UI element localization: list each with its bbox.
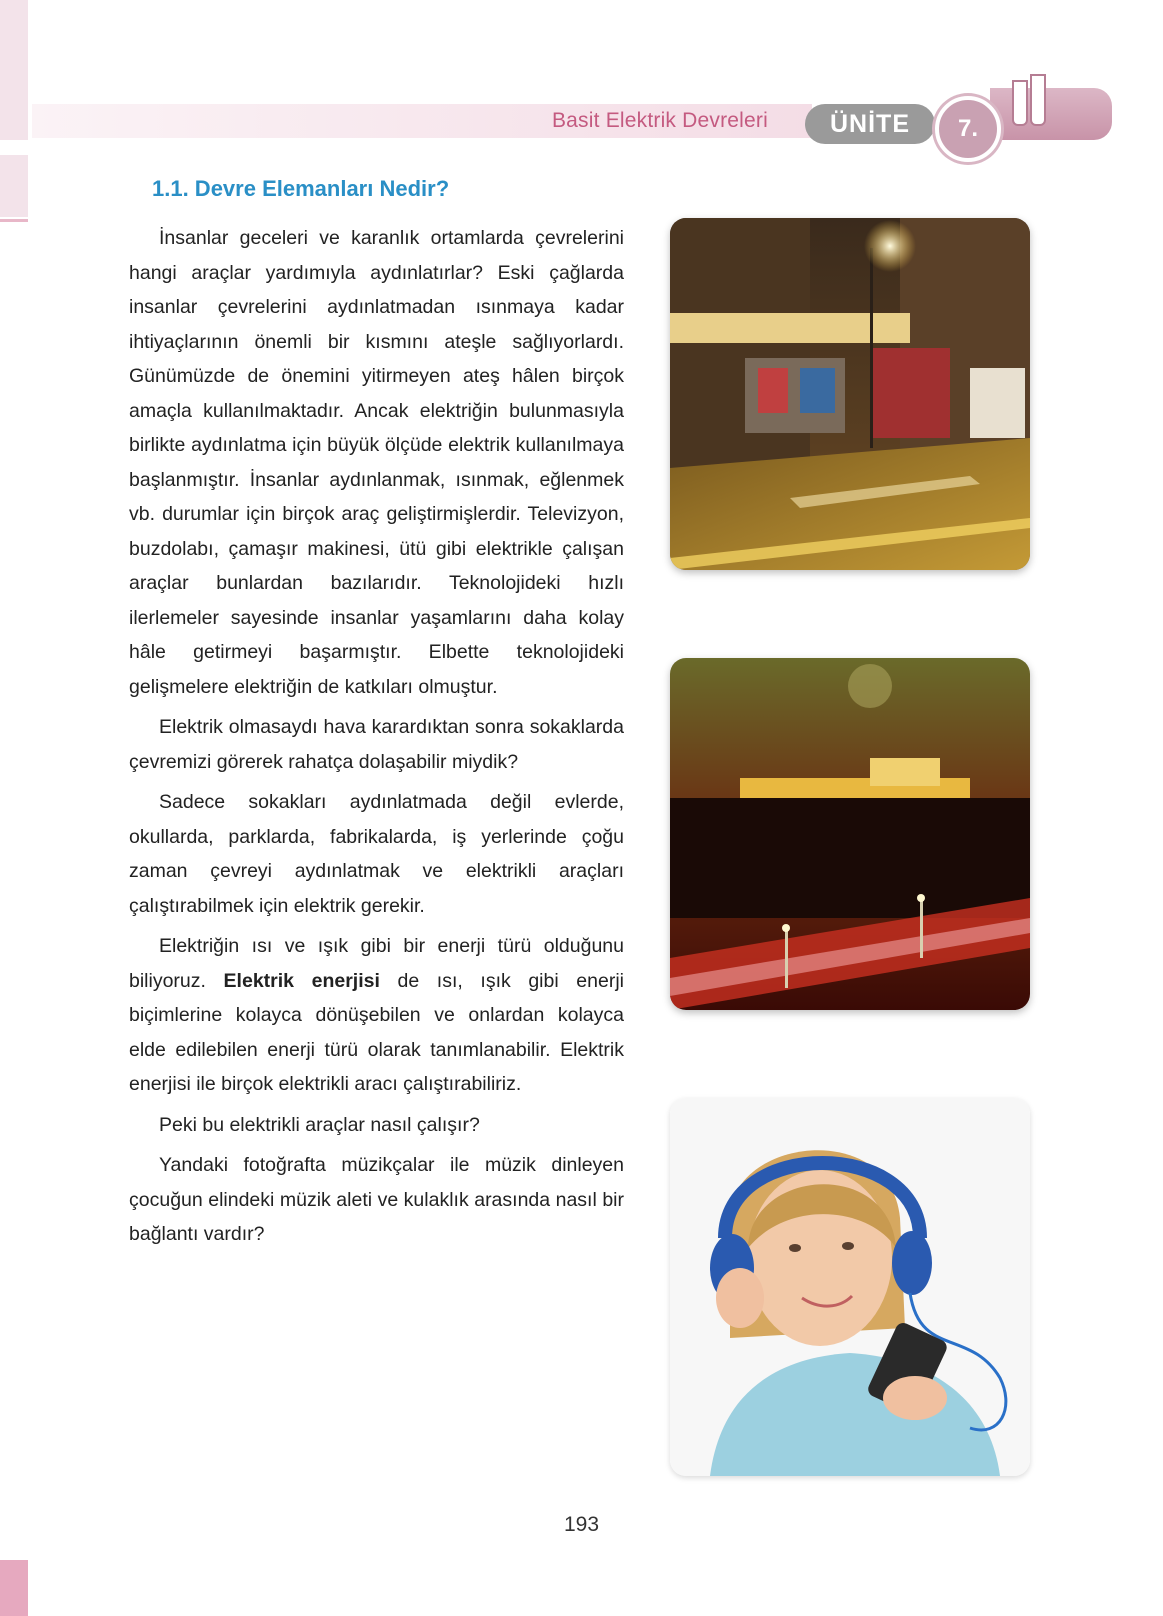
girl-with-headphones-photo	[670, 1098, 1030, 1476]
page-edge-decoration-top	[0, 0, 28, 140]
energy-bold-term: Elektrik enerjisi	[223, 969, 380, 992]
test-tube-icon	[1012, 80, 1028, 126]
unit-label: ÜNİTE	[805, 104, 935, 144]
section-title: 1.1. Devre Elemanları Nedir?	[152, 176, 450, 201]
paragraph-energy	[129, 929, 624, 1102]
paragraph-3: Sadece sokakları aydınlatmada değil evlerde, okullarda, parklarda, fabrikalarda, iş yerlerinde çoğu zaman çevreyi aydınlatmak ve elektrikli araçları çalıştırabilmek için elektrik gerekir.	[129, 791, 624, 917]
energy-text-before: Elektriğin ısı ve ışık gibi bir enerji türü olduğunu biliyoruz.	[129, 935, 624, 992]
unit-banner	[990, 88, 1112, 140]
paragraph-question: Peki bu elektrikli araçlar nasıl çalışır?	[159, 1113, 480, 1136]
chapter-title: Basit Elektrik Devreleri	[551, 109, 768, 132]
night-street-photo	[670, 218, 1030, 570]
paragraph-1: İnsanlar geceleri ve karanlık ortamlarda çevrelerini hangi araçlar yardımıyla aydınlatırlar? Eski çağlarda insanlar çevrelerini aydınlatmadan ısınmaya kadar ihtiyaçlarının önemli bir kısmını ateşle sağlıyorlardı. Günümüzde de önemini yitirmeyen ateş hâlen birçok amaçla kullanılmaktadır. Ancak elektriğin bulunmasıyla birlikte aydınlatma için büyük ölçüde elektrik kullanılmaya başlanmıştır. İnsanlar aydınlanmak, ısınmak, eğlenmek vb. durumlar için birçok araç geliştirmişlerdir. Televizyon, buzdolabı, çamaşır makinesi, ütü gibi elektrikle çalışan araçlar bunlardan bazılarıdır. Teknolojideki hızlı ilerlemeler sayesinde insanlar yaşamlarını daha kolay hâle getirmeyi başarmıştır. Elbette teknolojideki gelişmelere elektriğin de katkıları olmuştur.	[129, 227, 624, 698]
paragraph-last: Yandaki fotoğrafta müzikçalar ile müzik dinleyen çocuğun elindeki müzik aleti ve kulaklık arasında nasıl bir bağlantı vardır?	[129, 1154, 624, 1245]
body-text	[129, 221, 624, 1258]
test-tube-icon	[1030, 74, 1046, 126]
night-monument-photo	[670, 658, 1030, 1010]
unit-number: 7.	[935, 96, 1001, 162]
page-edge-decoration-middle	[0, 155, 28, 217]
page-edge-line	[0, 219, 28, 222]
paragraph-2: Elektrik olmasaydı hava karardıktan sonra sokaklarda çevremizi görerek rahatça dolaşabilir miydik?	[129, 716, 624, 773]
energy-text-after: de ısı, ışık gibi enerji biçimlerine kolayca dönüşebilen ve onlardan kolayca elde edilebilen enerji türü olarak tanımlanabilir. Elektrik enerjisi ile birçok elektrikli aracı çalıştırabiliriz.	[129, 969, 624, 1095]
page-number: 193	[563, 1513, 600, 1536]
page-edge-decoration-bottom	[0, 1560, 28, 1616]
